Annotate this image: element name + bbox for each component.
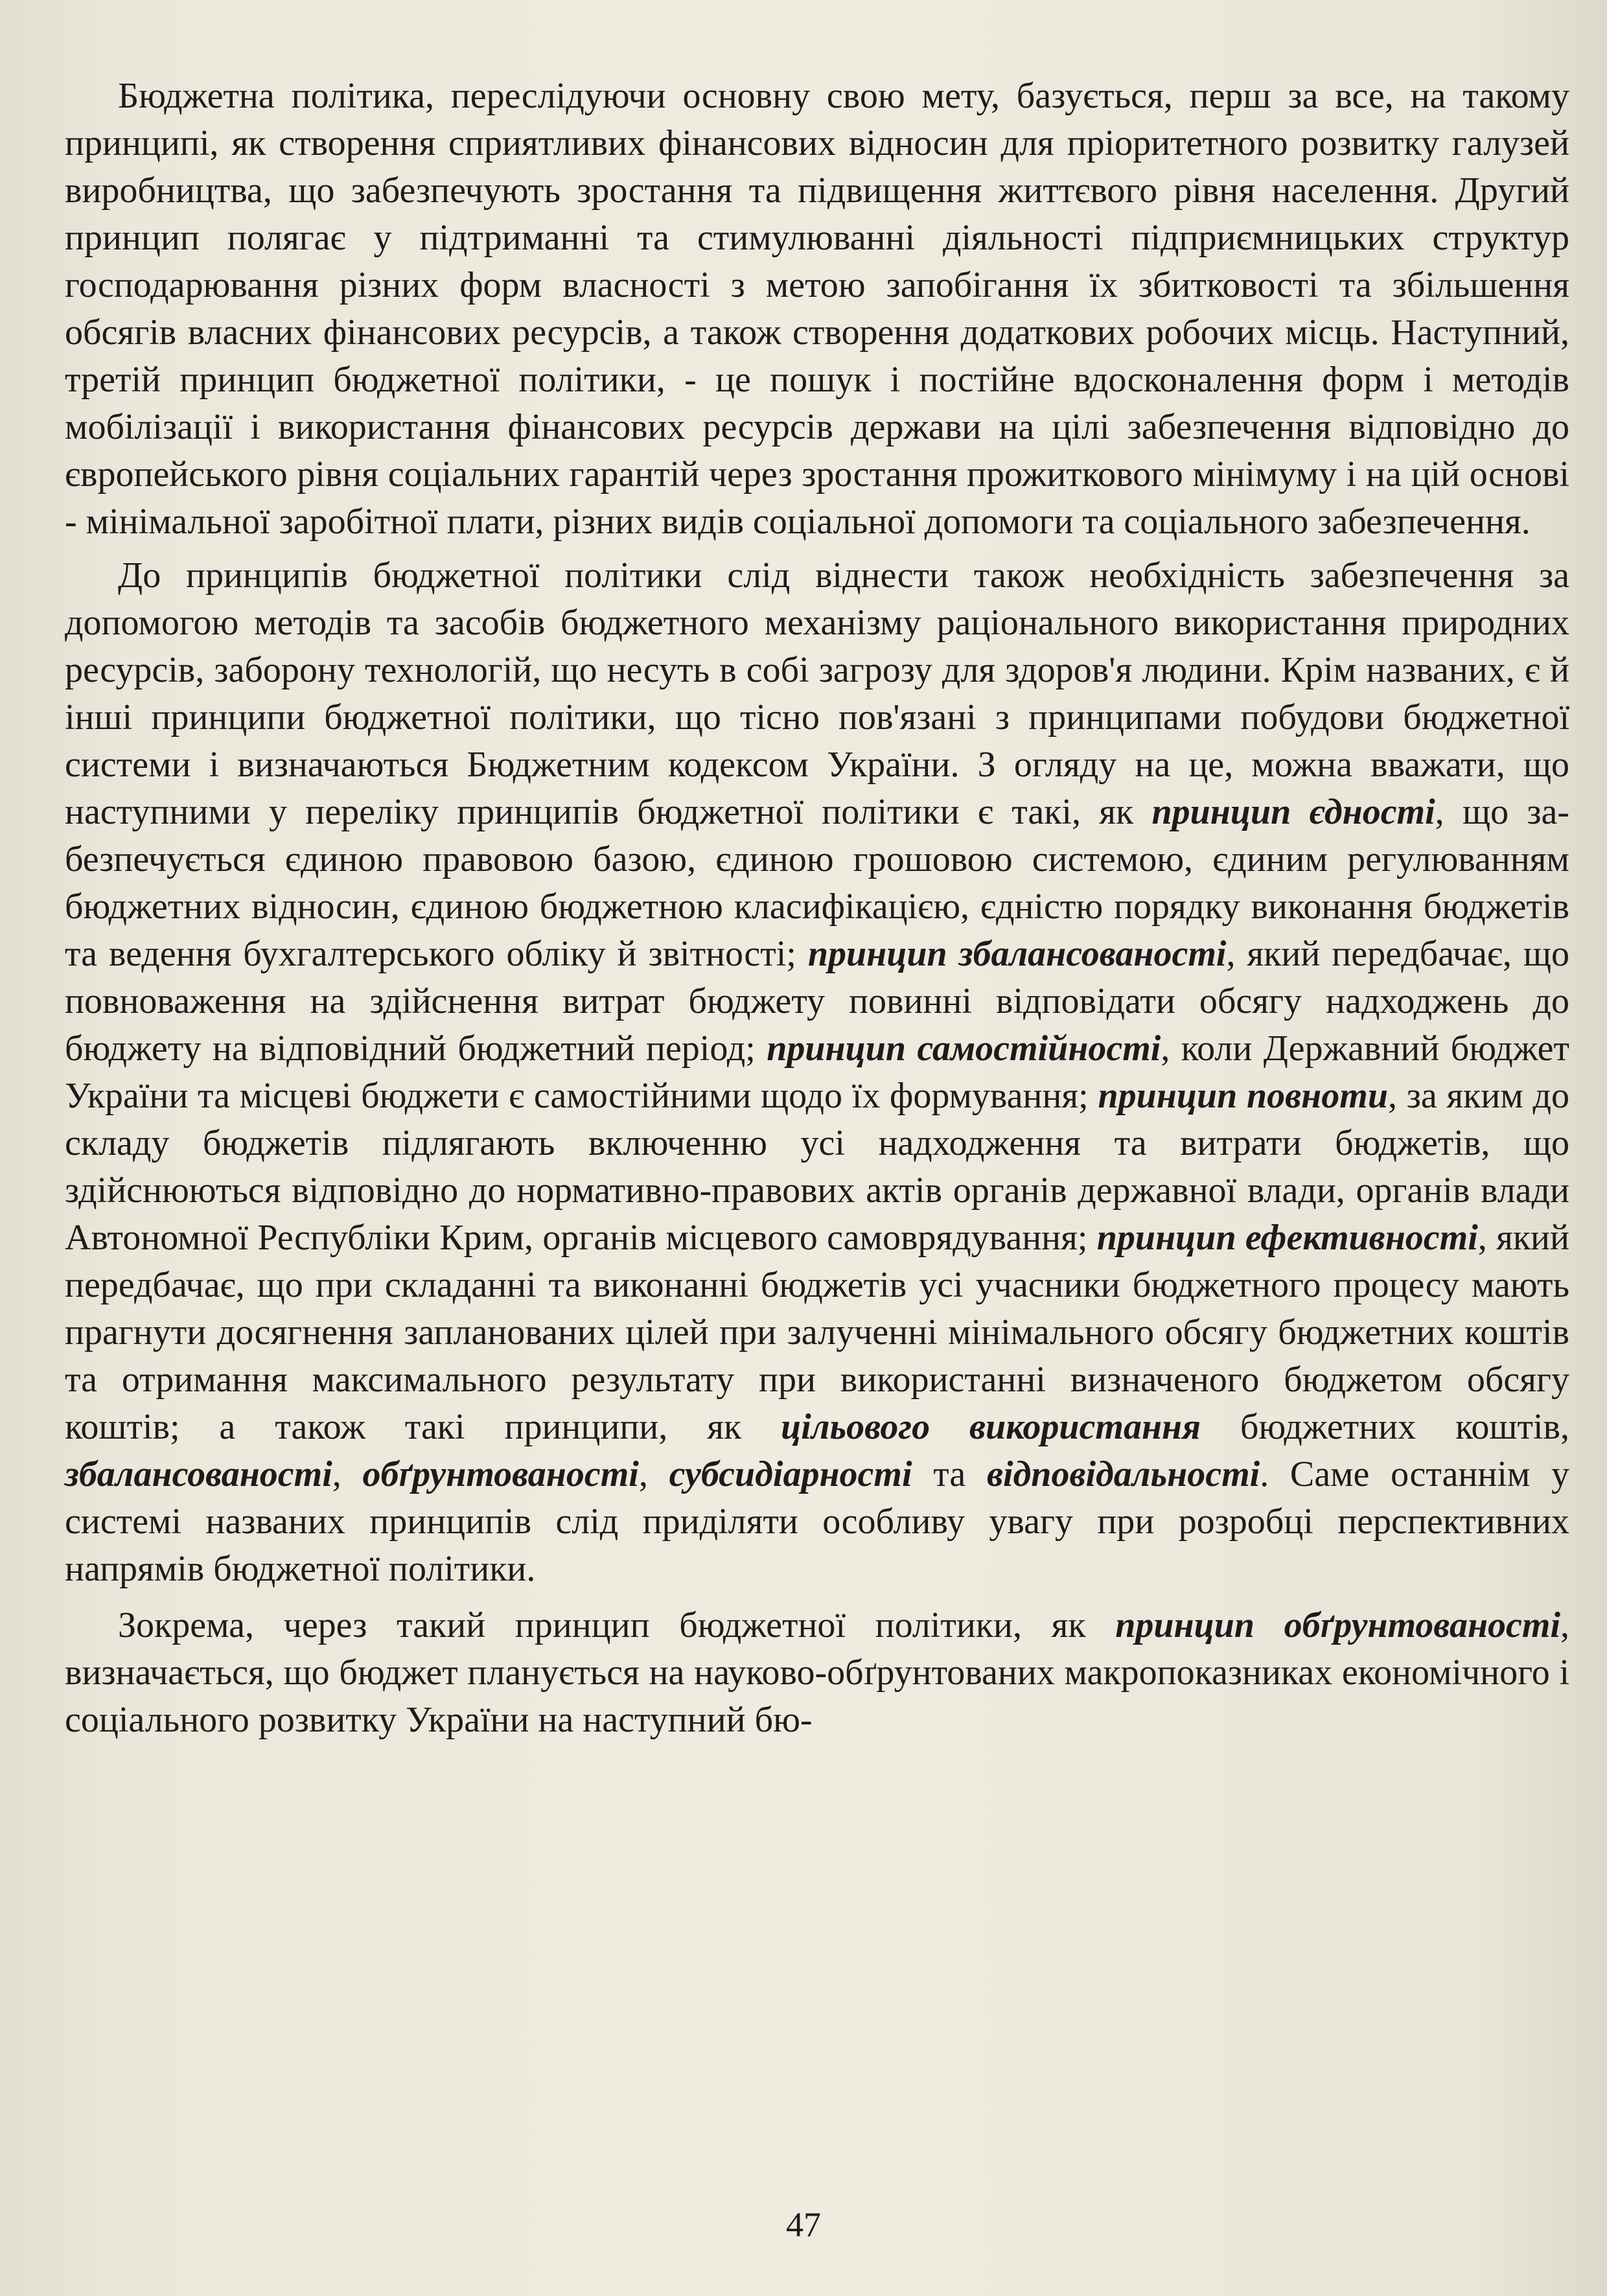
- body-text: [65, 73, 1569, 1744]
- page-number: 47: [786, 2205, 821, 2244]
- efficiency-description: , який передбачає, що при складанні та виконанні бюджетів усі учасники бюджетного процесу мають прагнути досягнення запланованих цілей при залученні мінімального обсягу бюджетних коштів та отримання максимального результату при використанні визначеного бюджетом обсягу коштів; а також такі принципи, як: [65, 1218, 1569, 1447]
- term-subsidiarity: субсидіарності: [669, 1454, 912, 1494]
- paragraph-3-closing: , визначається, що бюджет планується на науково-обґрунтованих макропоказниках економічного і соціального розвитку України на наступний бю-: [65, 1605, 1570, 1740]
- paragraph-3-intro: Зокрема, через такий принцип бюджетної політики, як: [118, 1605, 1116, 1645]
- paragraph-1: Бюджетна політика, переслідуючи основну свою мету, базується, перш за все, на такому принципі, як створення сприятливих фінансових відносин для пріоритетного розвитку галузей виробництва, що забезпечують зростання та підвищення життєвого рівня населення. Другий принцип полягає у підтриманні та стимулюванні діяльності підприємницьких структур господарювання різних форм власності з метою запобігання їх збитковості та збільшення обсягів власних фінансових ресурсів, а також створення додаткових робочих місць. Наступний, третій принцип бюджетної політики, - це пошук і постійне вдосконалення форм і методів мобілізації і використання фінансових ресурсів держави на цілі забезпечення відповідно до європейського рівня соціальних гарантій через зростання прожиткового мінімуму і на цій основі - мінімальної заробітної плати, різних видів соціальної допомоги та соціального забезпечення.: [65, 76, 1569, 542]
- term-balance: збалансованості: [65, 1454, 332, 1494]
- separator-comma: ,: [638, 1454, 669, 1494]
- term-justification: обґрунтованості: [362, 1454, 639, 1494]
- separator-comma: ,: [332, 1454, 363, 1494]
- term-independence-principle: принцип самостійності: [767, 1028, 1161, 1069]
- term-responsibility: відповідальності: [986, 1454, 1260, 1494]
- term-targeted-use: цільового використання: [781, 1407, 1201, 1447]
- paragraph-3: [65, 1602, 1569, 1744]
- completeness-description: , за яким до складу бюджетів підлягають включенню усі надходження та витрати бюджетів, що здійснюються відповідно до нормативно-правових актів органів державної влади, органів влади Автономної Республіки Крим, органів місцевого самоврядування;: [65, 1076, 1569, 1258]
- conjunction-text: та: [912, 1454, 987, 1494]
- balance-description: , який передбачає, що повноваження на здійснення витрат бюджету повинні відповідати обсягу надходжень до бюджету на відповідний бюджетний період;: [65, 934, 1570, 1069]
- unity-description: , що забезпечується єдиною правовою базою, єдиною грошовою системою, єдиним регулюванням бюджетних відносин, єдиною бюджетною класифікацією, єдністю порядку виконання бюджетів та ведення бухгалтерського обліку й звітності;: [65, 792, 1569, 974]
- independence-description: , коли Державний бюджет України та місцеві бюджети є самостійними щодо їх формування;: [65, 1028, 1570, 1116]
- term-justification-principle: принцип обґрунтованості: [1115, 1605, 1561, 1645]
- term-completeness-principle: принцип повноти: [1098, 1076, 1388, 1116]
- funds-text: бюджетних коштів,: [1201, 1407, 1569, 1447]
- term-balance-principle: принцип збалансованості: [807, 934, 1227, 974]
- paragraph-2: [65, 552, 1569, 1593]
- term-efficiency-principle: принцип ефективності: [1096, 1218, 1478, 1258]
- paragraph-2-closing: . Саме останнім у системі названих принципів слід приділяти особливу увагу при розробці перспективних напрямів бюджетної політики.: [65, 1454, 1570, 1589]
- paragraph-2-intro: До принципів бюджетної політики слід віднести також необхідність забезпечення за допомогою методів та засобів бюджетного механізму раціонального використання природних ресурсів, заборону технологій, що несуть в собі загрозу для здоров'я людини. Крім названих, є й інші принципи бюджетної політики, що тісно пов'язані з принципами побудови бюджетної системи і визначаються Бюджетним кодексом України. З огляду на це, можна вважати, що наступними у переліку принципів бюджетної політики є такі, як: [65, 555, 1569, 832]
- term-unity-principle: принцип єдності: [1151, 792, 1435, 832]
